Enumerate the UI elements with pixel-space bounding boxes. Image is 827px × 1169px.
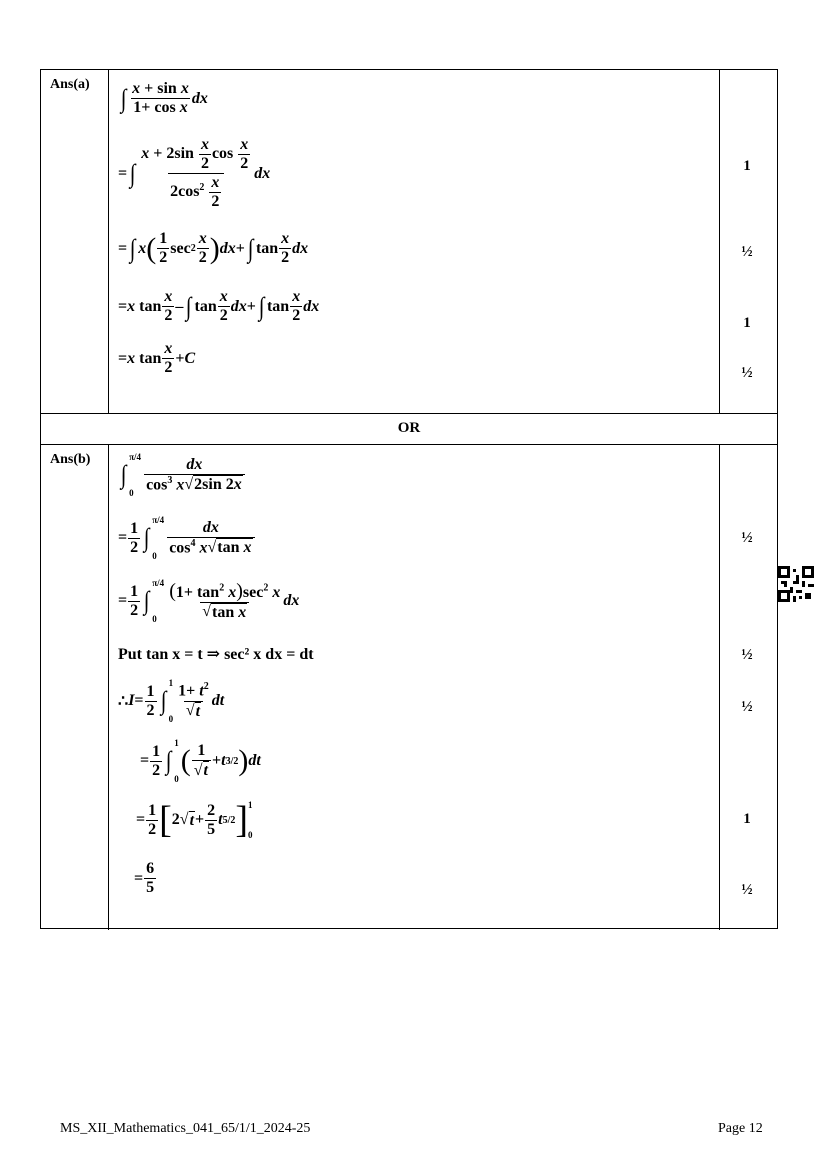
row-divider [41,413,777,414]
mark-b3: ½ [741,699,753,715]
step-a4: = x tan $\frac{x}{2}$ – ∫ tan $\frac{x}{2}$ dx + ∫ tan $\frac{x}{2}$ dx [118,288,320,324]
mark-a4: ½ [741,365,753,381]
step-a3: = ∫ x ( $\frac{1}{2}$ sec 2 $\frac{x}{2}$ ) dx + ∫ tan $\frac{x}{2}$ dx [118,230,309,266]
step-b5: ∴ I = $\frac{1}{2}$ ∫ 1 0 $1+ t^2$ √ t dt [118,678,225,724]
step-b2: = $\frac{1}{2}$ ∫ π/4 0 dx $\cos^4 x√$ tan x [118,515,256,561]
step-b4: Put tan x = t ⇒ sec² x dx = dt [118,646,314,663]
mark-a1: 1 [743,158,751,174]
answer-b-label: Ans(b) [50,452,91,467]
step-b1: ∫ π/4 0 dx $\cos^3 x√$ 2sin 2x [118,452,246,498]
row-divider [41,444,777,445]
mark-b5: ½ [741,882,753,898]
or-separator: OR [397,420,421,436]
answer-a-label: Ans(a) [50,77,90,92]
mark-a2: ½ [741,244,753,260]
mark-b1: ½ [741,530,753,546]
step-b6: = $\frac{1}{2}$ ∫ 1 0 ( 1 √ t + t 3/2 ) dt [140,738,261,784]
page-number: Page 12 [718,1121,763,1136]
column-divider [719,444,720,930]
step-b7: = $\frac{1}{2}$ [ 2 √ t + $\frac{2}{5}$ t 5/2 ] 1 0 [136,799,253,841]
column-divider [108,70,109,413]
qr-code-icon [778,566,814,602]
mark-b2: ½ [741,647,753,663]
step-a1: ∫ $\frac{\text{x + sin x}}{\text{1+ cos x}}$ dx [120,80,208,116]
column-divider [108,444,109,930]
step-b8: = $\frac{6}{5}$ [134,860,155,896]
document-code: MS_XII_Mathematics_041_65/1/1_2024-25 [60,1121,311,1136]
step-a5: = x tan $\frac{x}{2}$ + C [118,340,196,376]
step-a2: = ∫ x + 2sin $\frac{x}{2}$ cos $\frac{x}{2}$ $2\cos^2$ $\frac{x}{2}$ dx [118,136,271,210]
mark-a3: 1 [743,315,751,331]
step-b3: = $\frac{1}{2}$ ∫ π/4 0 $(1+ \tan^2 x)\sec^2$ x √ tan x dx [118,578,300,624]
column-divider [719,70,720,413]
mark-b4: 1 [743,811,751,827]
